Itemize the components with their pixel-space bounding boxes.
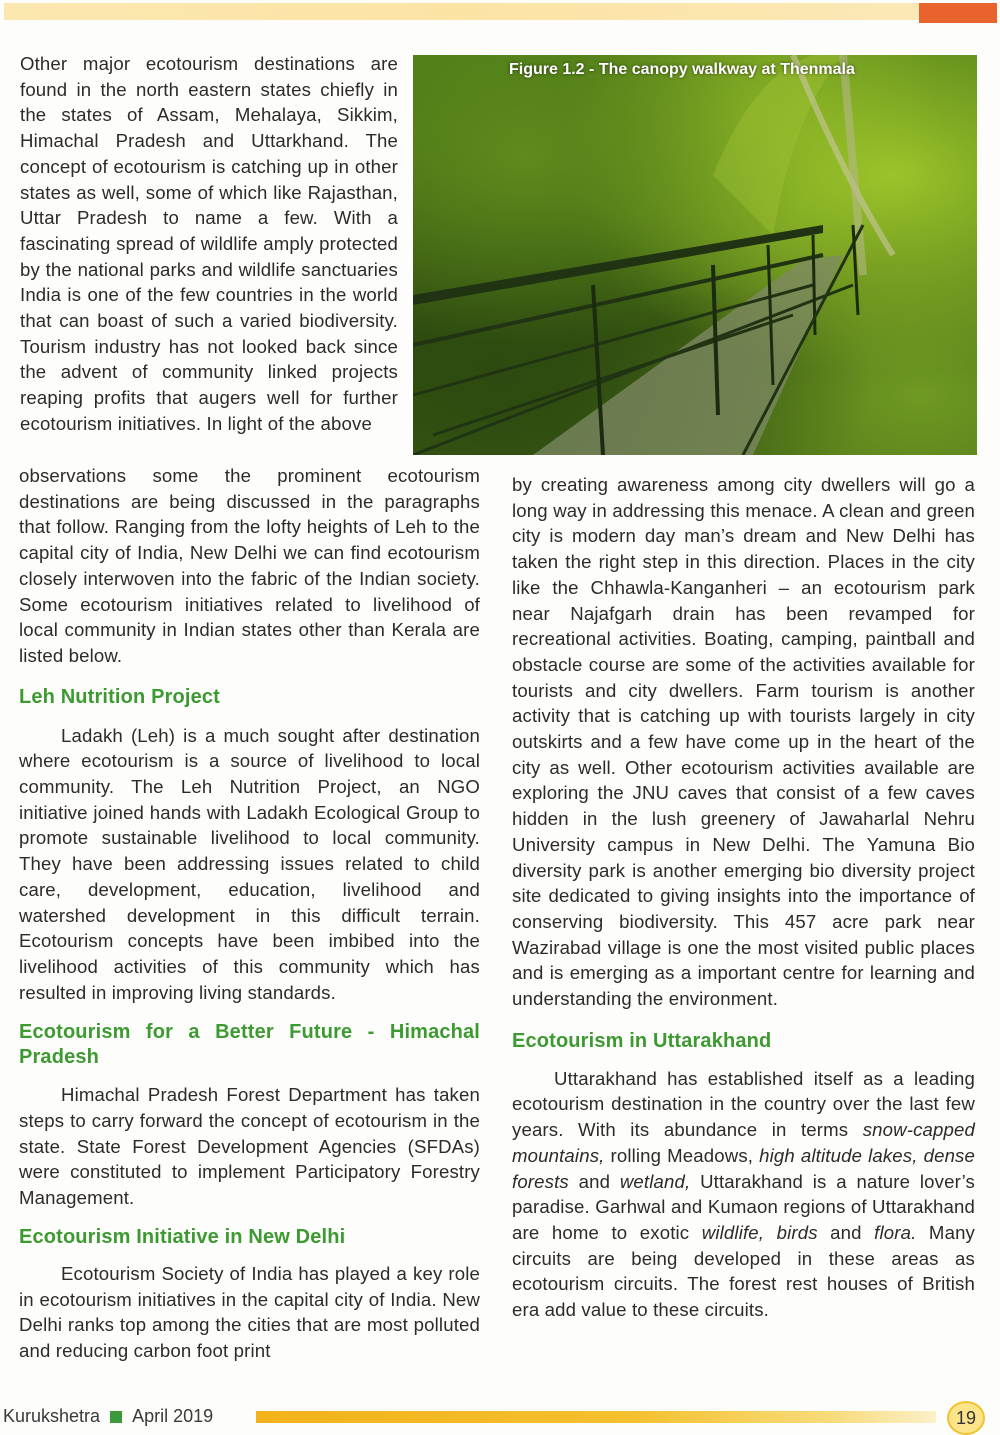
foliage-highlight: [713, 55, 843, 235]
section-heading-uttarakhand: Ecotourism in Uttarakhand: [512, 1029, 772, 1052]
magazine-name: Kurukshetra: [3, 1406, 101, 1426]
intro-text-block: [20, 51, 398, 437]
text-run: rolling Meadows,: [604, 1144, 760, 1166]
figure-caption: Figure 1.2 - The canopy walkway at Thenmala: [509, 61, 855, 78]
text-run: Uttarakhand is a nature lover’s paradise. Garhwal and Kumaon regions of Uttarakhand are home to exotic: [512, 1170, 975, 1243]
issue-date: April 2019: [132, 1406, 214, 1426]
section-body-delhi: Ecotourism Society of India has played a key role in ecotourism initiatives in the capital city of India. New Delhi ranks top among the cities that are most polluted and reducing carbon foot print: [19, 1262, 480, 1361]
italic-run: high altitude lakes, dense forests: [512, 1144, 975, 1192]
section-heading-himachal: Ecotourism for a Better Future - Himachal Pradesh: [19, 1021, 480, 1069]
italic-run: wildlife, birds: [701, 1221, 818, 1243]
section-heading-delhi: Ecotourism Initiative in New Delhi: [19, 1225, 346, 1248]
right-column: [512, 472, 975, 1323]
page-number: 19: [947, 1401, 985, 1435]
section-body-himachal: Himachal Pradesh Forest Department has taken steps to carry forward the concept of ecotourism in the state. State Forest Development Agencies (SFDAs) were constituted to implement Participatory Forestry Management.: [19, 1084, 480, 1209]
text-run: and: [568, 1170, 620, 1192]
header-band: [4, 3, 919, 20]
italic-run: wetland,: [619, 1170, 691, 1192]
text-run: and: [817, 1221, 875, 1243]
square-bullet-icon: [110, 1411, 122, 1423]
left-column: [19, 463, 480, 1364]
walkway-illustration: [413, 55, 977, 455]
intro-paragraph: Other major ecotourism destinations are found in the north eastern states chiefly in the states of Assam, Mehalaya, Sikkim, Himachal Pradesh and Uttarkhand. The concept of ecotourism is catching up in other states as well, some of which like Rajasthan, Uttar Pradesh to name a few. With a fascinating spread of wildlife amply protected by the national parks and wildlife sanctuaries India is one of the few countries in the world that can boast of such a varied biodiversity. Tourism industry has not looked back since the advent of community linked projects reaping profits that augers well for further ecotourism initiatives. In light of the above: [20, 53, 398, 434]
italic-run: flora.: [874, 1221, 917, 1243]
footer-publication: [3, 1406, 213, 1427]
text-run: Uttarakhand has established itself as a leading ecotourism destination in the country over the last few years. With its abundance in terms: [512, 1067, 975, 1141]
section-body-leh: Ladakh (Leh) is a much sought after destination where ecotourism is a source of livelihood to local community. The Leh Nutrition Project, an NGO initiative joined hands with Ladakh Ecological Group to promote sustainable livelihood to local community. They have been addressing issues related to child care, development, education, livelihood and watershed development in this difficult terrain. Ecotourism concepts have been imbibed into the livelihood activities of this community which has resulted in improving living standards.: [19, 724, 480, 1003]
section-body-delhi-continued: by creating awareness among city dwellers will go a long way in addressing this menace. A clean and green city is modern day man’s dream and New Delhi has taken the right step in this direction. Places in the city like the Chhawla-Kanganheri – an ecotourism park near Najafgarh drain has been revamped for recreational activities. Boating, camping, paintball and obstacle course are some of the activities available for tourists and city dwellers. Farm tourism is another activity that is catching up with tourists largely in city outskirts and a few have come up in the heart of the city as well. Other ecotourism activities available are exploring the JNU caves that consist of a few caves hidden in the lush greenery of Jawaharlal Nehru University campus in New Delhi. The Yamuna Bio diversity park is another emerging bio diversity project site dedicated to giving insights into the importance of conserving biodiversity. This 457 acre park near Wazirabad village is one the most visited public places and is emerging as a important centre for learning and understanding the environment.: [512, 474, 975, 1010]
figure-canopy-walkway: [413, 55, 977, 455]
header-accent-block: [919, 3, 997, 23]
italic-run: snow-capped mountains,: [512, 1119, 975, 1166]
intro-paragraph-continued: observations some the prominent ecotourism destinations are being discussed in the paragraphs that follow. Ranging from the lofty heights of Leh to the capital city of India, New Delhi we can find ecotourism closely interwoven into the fabric of the Indian society. Some ecotourism initiatives related to livelihood of local community in Indian states other than Kerala are listed below.: [19, 465, 480, 666]
text-run: Many circuits are being developed in these areas as ecotourism circuits. The forest rest houses of British era add value to these circuits.: [512, 1221, 976, 1321]
footer-bar: [256, 1411, 936, 1423]
section-body-uttarakhand: [512, 1066, 975, 1323]
section-heading-leh: Leh Nutrition Project: [19, 685, 220, 708]
